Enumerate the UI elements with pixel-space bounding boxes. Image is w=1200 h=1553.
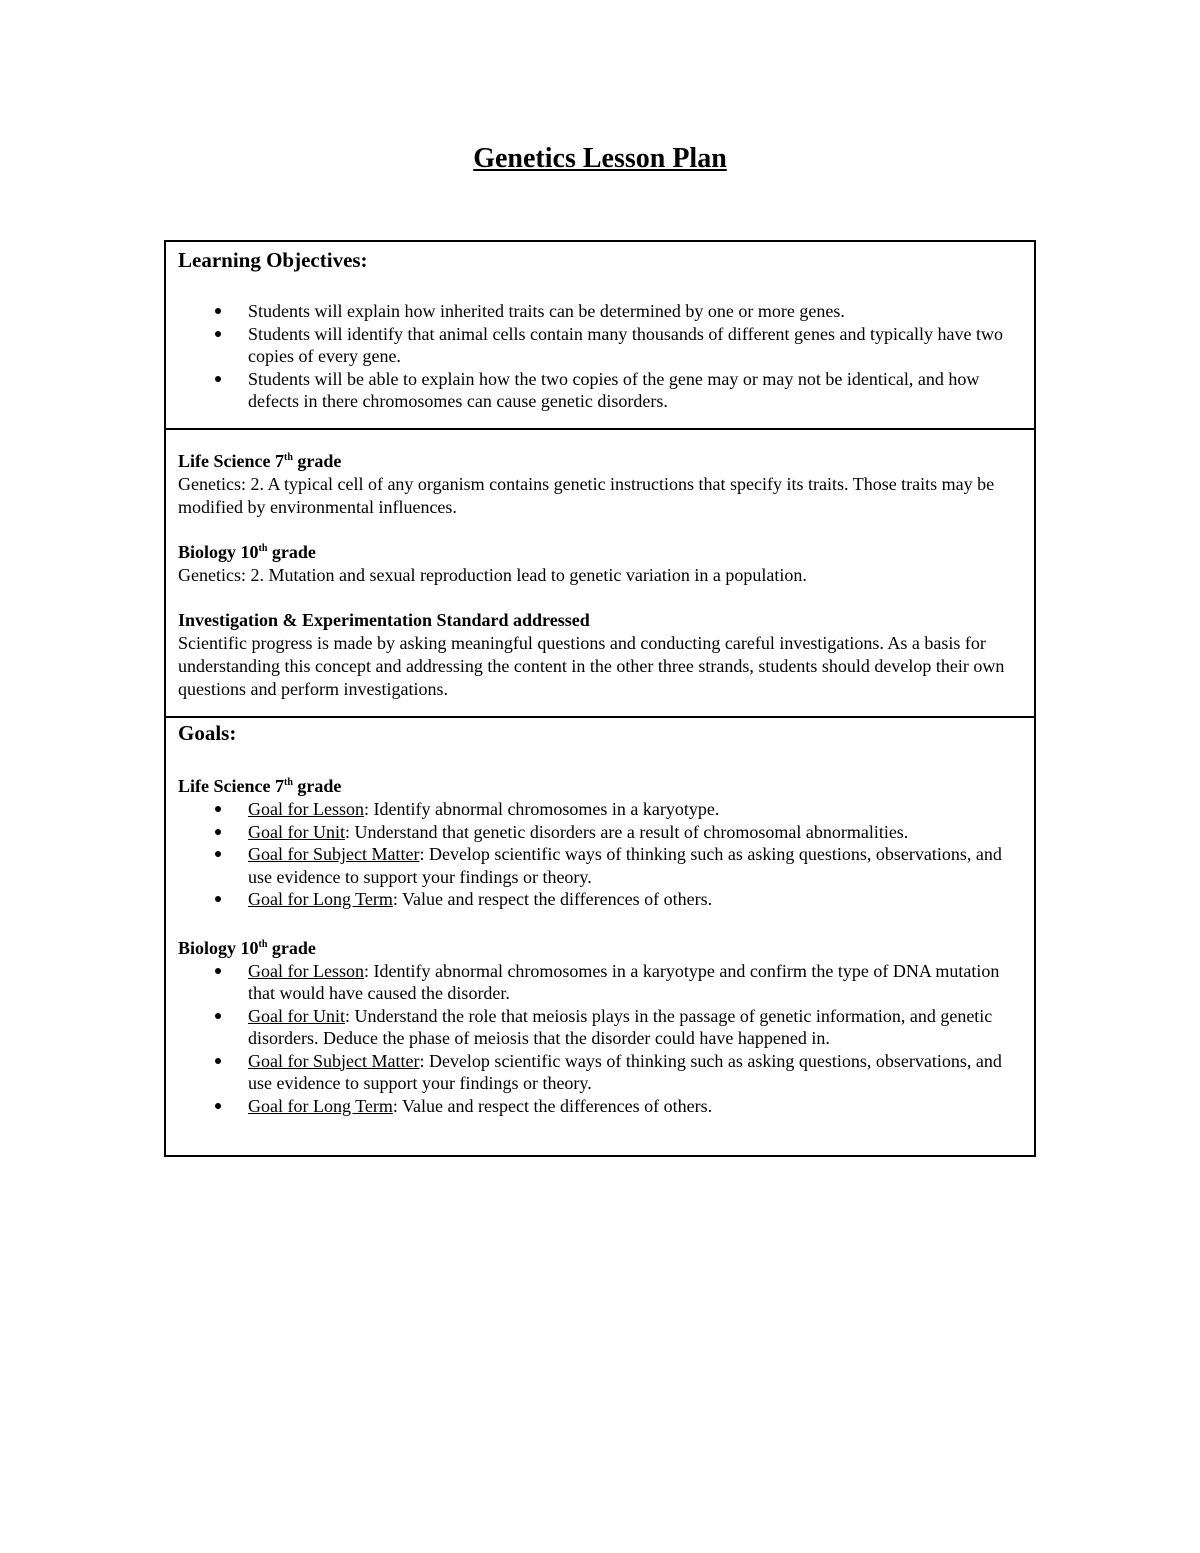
life-science-goals-list (178, 798, 1022, 911)
list-item: Goal for Unit: Understand the role that meiosis plays in the passage of genetic information, and genetic disorders. Deduce the phase of meiosis that the disorder could have happened in. (178, 1005, 1022, 1050)
list-item: Students will explain how inherited traits can be determined by one or more genes. (178, 300, 1022, 323)
goal-key: Goal for Lesson (248, 960, 364, 981)
list-item: Goal for Subject Matter: Develop scientific ways of thinking such as asking questions, observations, and use evidence to support your findings or theory. (178, 843, 1022, 888)
list-item: Goal for Long Term: Value and respect the differences of others. (178, 1095, 1022, 1118)
biology-goals-heading: Biology 10th grade (178, 937, 316, 958)
goal-key: Goal for Lesson (248, 799, 364, 819)
list-item: Goal for Subject Matter: Develop scientific ways of thinking such as asking questions, observations, and use evidence to support your findings or theory. (178, 1050, 1022, 1095)
life-science-standard-text: Genetics: 2. A typical cell of any organism contains genetic instructions that specify its traits. Those traits may be modified by environmental influences. (178, 474, 995, 517)
learning-objectives-cell (166, 242, 1034, 430)
life-science-goals-heading: Life Science 7th grade (178, 776, 342, 796)
list-item: Students will identify that animal cells contain many thousands of different genes and typically have two copies of every gene. (178, 323, 1022, 368)
list-item: Goal for Unit: Understand that genetic disorders are a result of chromosomal abnormalities. (178, 821, 1022, 844)
learning-objectives-heading: Learning Objectives: (178, 248, 368, 272)
goals-cell (166, 718, 1034, 1155)
lesson-plan-table (164, 240, 1036, 1157)
investigation-standard-heading: Investigation & Experimentation Standard addressed (178, 610, 590, 630)
biology-standard-heading: Biology 10th grade (178, 542, 316, 562)
list-item: Students will be able to explain how the two copies of the gene may or may not be identical, and how defects in there chromosomes can cause genetic disorders. (178, 368, 1022, 413)
goal-key: Goal for Long Term (248, 1095, 393, 1116)
biology-goals-list (178, 960, 1022, 1118)
goal-key: Goal for Long Term (248, 889, 393, 909)
list-item: Goal for Lesson: Identify abnormal chromosomes in a karyotype and confirm the type of DNA mutation that would have caused the disorder. (178, 960, 1022, 1005)
standards-cell (166, 430, 1034, 718)
goal-key: Goal for Subject Matter (248, 844, 420, 864)
list-item: Goal for Lesson: Identify abnormal chromosomes in a karyotype. (178, 798, 1022, 821)
life-science-standard-heading: Life Science 7th grade (178, 451, 342, 471)
goals-heading: Goals: (178, 721, 237, 745)
goal-key: Goal for Unit (248, 1005, 345, 1026)
goal-key: Goal for Subject Matter (248, 1050, 420, 1071)
biology-standard-text: Genetics: 2. Mutation and sexual reproduction lead to genetic variation in a population. (178, 565, 807, 585)
objectives-list (178, 300, 1022, 413)
goal-key: Goal for Unit (248, 821, 345, 842)
page-title: Genetics Lesson Plan (473, 143, 727, 174)
investigation-standard-text: Scientific progress is made by asking meaningful questions and conducting careful investigations. As a basis for understanding this concept and addressing the content in the other three strands, students should develop their own questions and perform investigations. (178, 633, 1005, 699)
list-item: Goal for Long Term: Value and respect the differences of others. (178, 888, 1022, 911)
